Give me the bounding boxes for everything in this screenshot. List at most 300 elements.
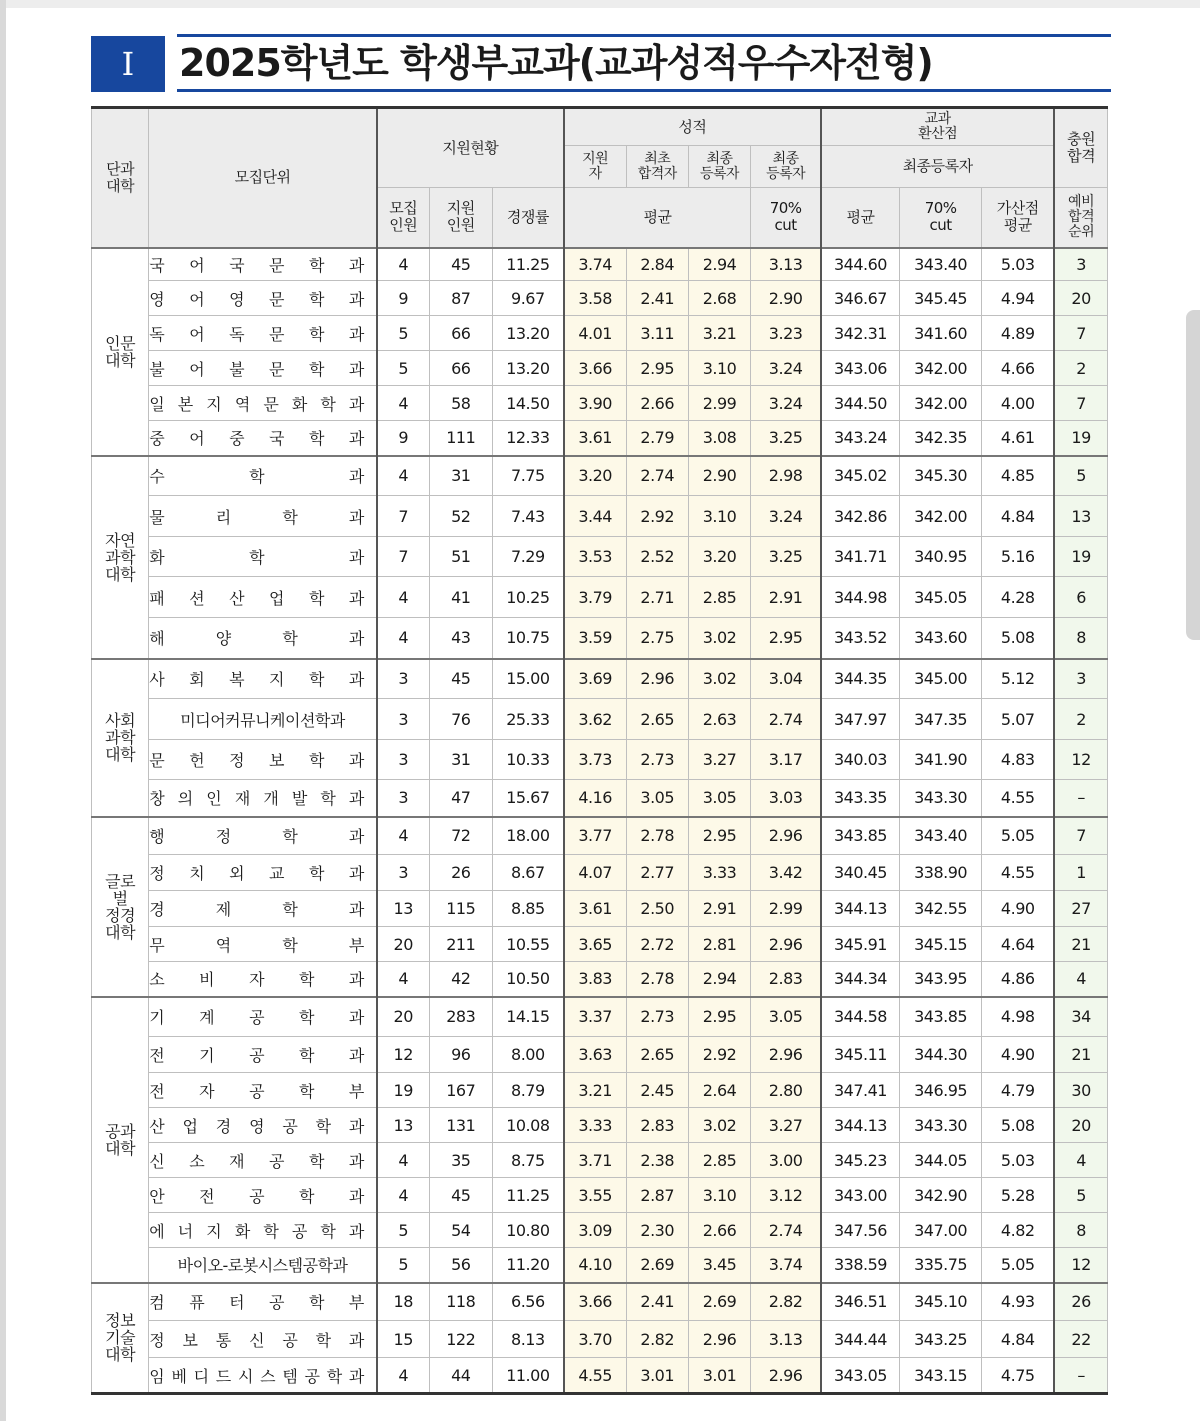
cell-waitlist-rank: 1: [1054, 855, 1107, 891]
edge-panel-handle[interactable]: [1186, 310, 1200, 640]
cell-final-cut70: 3.13: [751, 248, 821, 281]
col-grades: 성적: [564, 108, 821, 146]
cell-first-pass-avg: 2.92: [626, 496, 688, 537]
cell-final-cut70: 2.74: [751, 1213, 821, 1248]
cell-ratio: 7.29: [492, 537, 563, 577]
cell-waitlist-rank: 21: [1054, 927, 1107, 962]
cell-final-cut70: 3.12: [751, 1178, 821, 1213]
cell-bonus-avg: 4.84: [982, 1321, 1054, 1358]
cell-score-cut70: 342.00: [899, 386, 981, 421]
table-row: [92, 1248, 1108, 1283]
cell-first-pass-avg: 2.69: [626, 1248, 688, 1283]
cell-ratio: 6.56: [492, 1283, 563, 1321]
cell-quota: 3: [377, 699, 429, 740]
table-row: [92, 817, 1108, 855]
cell-score-cut70: 343.25: [899, 1321, 981, 1358]
cell-score-cut70: 342.55: [899, 891, 981, 927]
cell-score-avg: 344.34: [821, 962, 899, 997]
cell-first-pass-avg: 2.87: [626, 1178, 688, 1213]
cell-first-pass-avg: 2.72: [626, 927, 688, 962]
cell-ratio: 11.20: [492, 1248, 563, 1283]
cell-waitlist-rank: 7: [1054, 386, 1107, 421]
cell-first-pass-avg: 2.77: [626, 855, 688, 891]
cell-applicant-avg: 3.90: [564, 386, 626, 421]
cell-quota: 12: [377, 1037, 429, 1073]
cell-ratio: 8.85: [492, 891, 563, 927]
cell-score-cut70: 343.40: [899, 248, 981, 281]
cell-applicant-avg: 3.44: [564, 496, 626, 537]
cell-first-pass-avg: 2.74: [626, 456, 688, 496]
cell-ratio: 11.00: [492, 1358, 563, 1394]
cell-ratio: 10.55: [492, 927, 563, 962]
cell-bonus-avg: 5.08: [982, 1108, 1054, 1143]
cell-waitlist-rank: 22: [1054, 1321, 1107, 1358]
cell-ratio: 13.20: [492, 351, 563, 386]
col-waitlist-rank: 예비 합격 순위: [1054, 188, 1107, 248]
col-avg-2: 평균: [821, 188, 899, 248]
table-row: [92, 699, 1108, 740]
cell-final-cut70: 2.96: [751, 817, 821, 855]
cell-bonus-avg: 5.05: [982, 817, 1054, 855]
cell-quota: 19: [377, 1073, 429, 1108]
cell-score-cut70: 345.10: [899, 1283, 981, 1321]
cell-bonus-avg: 4.82: [982, 1213, 1054, 1248]
cell-final-cut70: 2.83: [751, 962, 821, 997]
cell-final-reg-avg: 2.69: [688, 1283, 750, 1321]
cell-score-cut70: 345.15: [899, 927, 981, 962]
table-row: [92, 780, 1108, 817]
cell-applicants: 47: [429, 780, 492, 817]
dept-name: 사 회 복 지 학 과: [149, 659, 377, 699]
title-rule-bottom: [177, 89, 1111, 92]
cell-score-cut70: 343.95: [899, 962, 981, 997]
cell-applicants: 122: [429, 1321, 492, 1358]
cell-waitlist-rank: 4: [1054, 962, 1107, 997]
cell-score-cut70: 342.35: [899, 421, 981, 456]
cell-score-avg: 341.71: [821, 537, 899, 577]
cell-ratio: 10.08: [492, 1108, 563, 1143]
cell-final-cut70: 2.91: [751, 577, 821, 618]
cell-quota: 4: [377, 618, 429, 659]
cell-score-avg: 345.23: [821, 1143, 899, 1178]
cell-bonus-avg: 5.28: [982, 1178, 1054, 1213]
dept-name: 전 자 공 학 부: [149, 1073, 377, 1108]
cell-first-pass-avg: 2.41: [626, 281, 688, 316]
cell-applicant-avg: 3.73: [564, 740, 626, 780]
cell-waitlist-rank: 26: [1054, 1283, 1107, 1321]
cell-final-reg-avg: 3.02: [688, 1108, 750, 1143]
cell-waitlist-rank: 12: [1054, 1248, 1107, 1283]
cell-applicants: 51: [429, 537, 492, 577]
cell-final-reg-avg: 2.94: [688, 248, 750, 281]
cell-score-cut70: 343.30: [899, 1108, 981, 1143]
cell-applicant-avg: 3.61: [564, 421, 626, 456]
cell-waitlist-rank: 8: [1054, 1213, 1107, 1248]
cell-score-avg: 345.91: [821, 927, 899, 962]
cell-final-cut70: 3.03: [751, 780, 821, 817]
cell-ratio: 11.25: [492, 248, 563, 281]
cell-final-cut70: 2.99: [751, 891, 821, 927]
cell-final-cut70: 3.27: [751, 1108, 821, 1143]
cell-score-cut70: 345.05: [899, 577, 981, 618]
cell-final-reg-avg: 3.01: [688, 1358, 750, 1394]
cell-ratio: 10.75: [492, 618, 563, 659]
cell-score-cut70: 343.85: [899, 997, 981, 1037]
cell-final-cut70: 2.74: [751, 699, 821, 740]
table-row: [92, 927, 1108, 962]
cell-applicants: 66: [429, 316, 492, 351]
cell-waitlist-rank: 7: [1054, 817, 1107, 855]
cell-ratio: 9.67: [492, 281, 563, 316]
cell-applicant-avg: 3.33: [564, 1108, 626, 1143]
cell-final-cut70: 3.25: [751, 537, 821, 577]
cell-final-reg-avg: 3.21: [688, 316, 750, 351]
dept-name: 바이오-로봇시스템공학과: [149, 1248, 377, 1283]
cell-applicants: 211: [429, 927, 492, 962]
cell-quota: 3: [377, 740, 429, 780]
cell-applicant-avg: 3.61: [564, 891, 626, 927]
table-row: [92, 248, 1108, 281]
cell-score-cut70: 347.00: [899, 1213, 981, 1248]
cell-waitlist-rank: 2: [1054, 699, 1107, 740]
cell-score-avg: 344.13: [821, 1108, 899, 1143]
college-name: 글로 벌 정경 대학: [92, 817, 149, 997]
cell-waitlist-rank: 6: [1054, 577, 1107, 618]
cell-waitlist-rank: 30: [1054, 1073, 1107, 1108]
cell-score-avg: 345.11: [821, 1037, 899, 1073]
cell-bonus-avg: 4.98: [982, 997, 1054, 1037]
cell-applicant-avg: 4.55: [564, 1358, 626, 1394]
col-college: 단과 대학: [92, 108, 149, 248]
cell-quota: 18: [377, 1283, 429, 1321]
cell-quota: 3: [377, 855, 429, 891]
cell-quota: 5: [377, 1248, 429, 1283]
cell-applicants: 35: [429, 1143, 492, 1178]
cell-final-reg-avg: 2.81: [688, 927, 750, 962]
col-bonus-avg: 가산점 평균: [982, 188, 1054, 248]
cell-first-pass-avg: 2.71: [626, 577, 688, 618]
cell-waitlist-rank: 7: [1054, 316, 1107, 351]
table-row: [92, 1143, 1108, 1178]
dept-name: 화 학 과: [149, 537, 377, 577]
cell-score-avg: 343.05: [821, 1358, 899, 1394]
col-cut70-2: 70% cut: [899, 188, 981, 248]
college-name: 사회 과학 대학: [92, 659, 149, 817]
cell-score-avg: 347.97: [821, 699, 899, 740]
cell-final-cut70: 3.00: [751, 1143, 821, 1178]
cell-quota: 13: [377, 891, 429, 927]
cell-applicants: 44: [429, 1358, 492, 1394]
dept-name: 전 기 공 학 과: [149, 1037, 377, 1073]
cell-bonus-avg: 4.66: [982, 351, 1054, 386]
cell-applicants: 43: [429, 618, 492, 659]
cell-applicants: 96: [429, 1037, 492, 1073]
cell-ratio: 18.00: [492, 817, 563, 855]
cell-score-avg: 345.02: [821, 456, 899, 496]
cell-first-pass-avg: 2.79: [626, 421, 688, 456]
cell-first-pass-avg: 2.95: [626, 351, 688, 386]
cell-score-cut70: 342.00: [899, 496, 981, 537]
cell-applicants: 76: [429, 699, 492, 740]
dept-name: 산 업 경 영 공 학 과: [149, 1108, 377, 1143]
dept-name: 수 학 과: [149, 456, 377, 496]
cell-score-avg: 343.06: [821, 351, 899, 386]
college-name: 정보 기술 대학: [92, 1283, 149, 1394]
cell-final-reg-avg: 3.33: [688, 855, 750, 891]
table-row: [92, 1178, 1108, 1213]
table-row: [92, 962, 1108, 997]
col-final-reg-score: 최종등록자: [821, 146, 1054, 188]
cell-ratio: 15.00: [492, 659, 563, 699]
cell-first-pass-avg: 2.96: [626, 659, 688, 699]
cell-applicants: 72: [429, 817, 492, 855]
cell-score-avg: 344.58: [821, 997, 899, 1037]
table-row: [92, 537, 1108, 577]
cell-ratio: 11.25: [492, 1178, 563, 1213]
cell-score-avg: 344.50: [821, 386, 899, 421]
cell-score-cut70: 346.95: [899, 1073, 981, 1108]
cell-bonus-avg: 4.79: [982, 1073, 1054, 1108]
cell-applicant-avg: 3.53: [564, 537, 626, 577]
cell-quota: 20: [377, 997, 429, 1037]
cell-applicant-avg: 4.07: [564, 855, 626, 891]
cell-waitlist-rank: 20: [1054, 1108, 1107, 1143]
dept-name: 불 어 불 문 학 과: [149, 351, 377, 386]
dept-name: 경 제 학 과: [149, 891, 377, 927]
cell-score-avg: 347.41: [821, 1073, 899, 1108]
cell-final-reg-avg: 2.66: [688, 1213, 750, 1248]
cell-quota: 5: [377, 1213, 429, 1248]
table-row: [92, 1283, 1108, 1321]
cell-first-pass-avg: 2.52: [626, 537, 688, 577]
cell-waitlist-rank: 4: [1054, 1143, 1107, 1178]
cell-final-reg-avg: 2.95: [688, 997, 750, 1037]
cell-waitlist-rank: 2: [1054, 351, 1107, 386]
cell-score-avg: 347.56: [821, 1213, 899, 1248]
cell-score-avg: 346.51: [821, 1283, 899, 1321]
cell-ratio: 7.75: [492, 456, 563, 496]
cell-score-cut70: 343.60: [899, 618, 981, 659]
cell-applicant-avg: 3.63: [564, 1037, 626, 1073]
page-title: [91, 34, 1111, 92]
cell-waitlist-rank: 3: [1054, 659, 1107, 699]
cell-ratio: 10.80: [492, 1213, 563, 1248]
cell-bonus-avg: 4.85: [982, 456, 1054, 496]
cell-score-cut70: 340.95: [899, 537, 981, 577]
cell-ratio: 10.50: [492, 962, 563, 997]
cell-quota: 4: [377, 577, 429, 618]
cell-quota: 4: [377, 386, 429, 421]
cell-first-pass-avg: 2.66: [626, 386, 688, 421]
cell-score-avg: 343.85: [821, 817, 899, 855]
dept-name: 중 어 중 국 학 과: [149, 421, 377, 456]
cell-applicant-avg: 3.62: [564, 699, 626, 740]
cell-ratio: 8.75: [492, 1143, 563, 1178]
dept-name: 신 소 재 공 학 과: [149, 1143, 377, 1178]
cell-first-pass-avg: 3.01: [626, 1358, 688, 1394]
col-cut70: 70% cut: [751, 188, 821, 248]
dept-name: 영 어 영 문 학 과: [149, 281, 377, 316]
cell-applicants: 41: [429, 577, 492, 618]
col-ratio: 경쟁률: [492, 188, 563, 248]
cell-quota: 4: [377, 962, 429, 997]
cell-final-reg-avg: 3.10: [688, 1178, 750, 1213]
section-number-badge: I: [91, 36, 165, 92]
cell-final-cut70: 3.23: [751, 316, 821, 351]
cell-score-cut70: 342.00: [899, 351, 981, 386]
cell-bonus-avg: 4.28: [982, 577, 1054, 618]
cell-quota: 13: [377, 1108, 429, 1143]
college-name: 자연 과학 대학: [92, 456, 149, 659]
cell-applicant-avg: 4.01: [564, 316, 626, 351]
cell-score-avg: 340.45: [821, 855, 899, 891]
cell-final-cut70: 3.24: [751, 386, 821, 421]
cell-applicants: 115: [429, 891, 492, 927]
cell-first-pass-avg: 3.05: [626, 780, 688, 817]
cell-waitlist-rank: 13: [1054, 496, 1107, 537]
cell-final-cut70: 2.90: [751, 281, 821, 316]
cell-first-pass-avg: 2.41: [626, 1283, 688, 1321]
cell-quota: 7: [377, 496, 429, 537]
cell-score-cut70: 345.45: [899, 281, 981, 316]
table-row: [92, 316, 1108, 351]
table-row: [92, 1037, 1108, 1073]
cell-applicants: 45: [429, 248, 492, 281]
cell-ratio: 8.00: [492, 1037, 563, 1073]
cell-final-reg-avg: 2.85: [688, 1143, 750, 1178]
cell-score-cut70: 343.40: [899, 817, 981, 855]
cell-applicant-avg: 3.59: [564, 618, 626, 659]
cell-final-reg-avg: 2.68: [688, 281, 750, 316]
cell-waitlist-rank: –: [1054, 1358, 1107, 1394]
cell-first-pass-avg: 2.30: [626, 1213, 688, 1248]
cell-first-pass-avg: 2.65: [626, 699, 688, 740]
table-row: [92, 577, 1108, 618]
cell-ratio: 13.20: [492, 316, 563, 351]
cell-final-cut70: 3.24: [751, 496, 821, 537]
cell-applicant-avg: 3.20: [564, 456, 626, 496]
cell-final-reg-avg: 2.63: [688, 699, 750, 740]
cell-bonus-avg: 4.90: [982, 891, 1054, 927]
col-final-reg-2: 최종 등록자: [751, 146, 821, 188]
cell-score-cut70: 344.05: [899, 1143, 981, 1178]
cell-waitlist-rank: 3: [1054, 248, 1107, 281]
dept-name: 독 어 독 문 학 과: [149, 316, 377, 351]
cell-bonus-avg: 5.03: [982, 248, 1054, 281]
cell-ratio: 12.33: [492, 421, 563, 456]
table-row: [92, 1108, 1108, 1143]
cell-applicants: 167: [429, 1073, 492, 1108]
dept-name: 에 너 지 화 학 공 학 과: [149, 1213, 377, 1248]
cell-score-cut70: 335.75: [899, 1248, 981, 1283]
table-row: [92, 456, 1108, 496]
cell-final-cut70: 2.96: [751, 1037, 821, 1073]
table-row: [92, 1073, 1108, 1108]
cell-applicants: 31: [429, 740, 492, 780]
table-row: [92, 997, 1108, 1037]
table-row: [92, 421, 1108, 456]
cell-score-avg: 338.59: [821, 1248, 899, 1283]
cell-final-reg-avg: 2.99: [688, 386, 750, 421]
col-first-pass: 최초 합격자: [626, 146, 688, 188]
cell-final-cut70: 3.04: [751, 659, 821, 699]
cell-first-pass-avg: 2.45: [626, 1073, 688, 1108]
screen-frame-left: [0, 0, 6, 1421]
cell-applicant-avg: 3.69: [564, 659, 626, 699]
dept-name: 미디어커뮤니케이션학과: [149, 699, 377, 740]
cell-bonus-avg: 4.84: [982, 496, 1054, 537]
cell-score-avg: 342.86: [821, 496, 899, 537]
cell-applicant-avg: 3.65: [564, 927, 626, 962]
cell-applicants: 66: [429, 351, 492, 386]
cell-applicants: 283: [429, 997, 492, 1037]
cell-quota: 9: [377, 421, 429, 456]
cell-ratio: 10.25: [492, 577, 563, 618]
table-row: [92, 891, 1108, 927]
cell-quota: 9: [377, 281, 429, 316]
cell-quota: 4: [377, 817, 429, 855]
cell-bonus-avg: 4.55: [982, 855, 1054, 891]
title-rule-top: [177, 34, 1111, 37]
dept-name: 행 정 학 과: [149, 817, 377, 855]
cell-quota: 4: [377, 248, 429, 281]
cell-applicants: 87: [429, 281, 492, 316]
dept-name: 창 의 인 재 개 발 학 과: [149, 780, 377, 817]
cell-score-cut70: 343.15: [899, 1358, 981, 1394]
cell-final-reg-avg: 3.08: [688, 421, 750, 456]
cell-final-reg-avg: 3.20: [688, 537, 750, 577]
cell-bonus-avg: 4.89: [982, 316, 1054, 351]
cell-waitlist-rank: 20: [1054, 281, 1107, 316]
cell-score-cut70: 341.90: [899, 740, 981, 780]
cell-quota: 4: [377, 1178, 429, 1213]
cell-waitlist-rank: 27: [1054, 891, 1107, 927]
cell-final-reg-avg: 2.92: [688, 1037, 750, 1073]
cell-quota: 4: [377, 1358, 429, 1394]
col-final-reg: 최종 등록자: [688, 146, 750, 188]
cell-bonus-avg: 4.75: [982, 1358, 1054, 1394]
cell-final-reg-avg: 3.45: [688, 1248, 750, 1283]
cell-ratio: 10.33: [492, 740, 563, 780]
table-row: [92, 1358, 1108, 1394]
cell-final-cut70: 3.13: [751, 1321, 821, 1358]
cell-applicant-avg: 4.16: [564, 780, 626, 817]
cell-quota: 4: [377, 1143, 429, 1178]
cell-applicant-avg: 3.66: [564, 1283, 626, 1321]
cell-applicant-avg: 3.37: [564, 997, 626, 1037]
cell-quota: 15: [377, 1321, 429, 1358]
cell-applicants: 26: [429, 855, 492, 891]
cell-applicant-avg: 3.55: [564, 1178, 626, 1213]
cell-quota: 5: [377, 351, 429, 386]
cell-applicants: 111: [429, 421, 492, 456]
dept-name: 물 리 학 과: [149, 496, 377, 537]
screen-frame-top: [0, 0, 1200, 8]
cell-bonus-avg: 5.16: [982, 537, 1054, 577]
cell-final-reg-avg: 2.85: [688, 577, 750, 618]
cell-score-cut70: 343.30: [899, 780, 981, 817]
dept-name: 패 션 산 업 학 과: [149, 577, 377, 618]
cell-final-reg-avg: 2.64: [688, 1073, 750, 1108]
cell-final-reg-avg: 2.94: [688, 962, 750, 997]
table-row: [92, 1213, 1108, 1248]
cell-score-cut70: 342.90: [899, 1178, 981, 1213]
col-dept: 모집단위: [149, 108, 377, 248]
cell-applicants: 56: [429, 1248, 492, 1283]
cell-final-reg-avg: 3.02: [688, 618, 750, 659]
cell-score-avg: 343.24: [821, 421, 899, 456]
cell-applicants: 118: [429, 1283, 492, 1321]
